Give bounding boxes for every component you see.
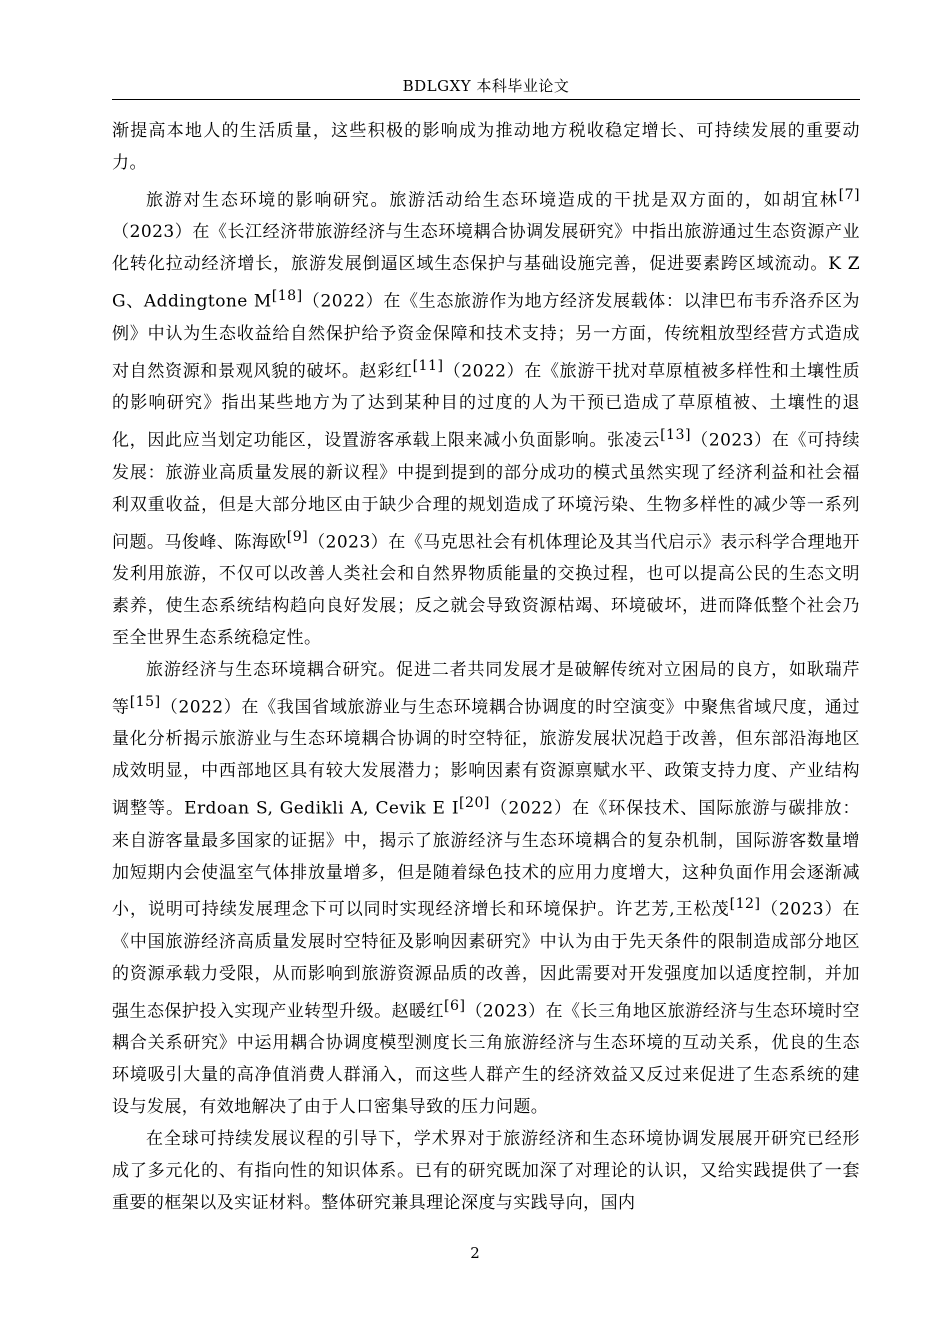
citation-marker: [9] [286, 528, 309, 545]
paragraph-text: 旅游经济与生态环境耦合研究。促进二者共同发展才是破解传统对立困局的良方，如耿瑞芹等 [112, 659, 860, 718]
citation-marker: [13] [660, 427, 691, 444]
paragraph [112, 655, 860, 1124]
paragraph [112, 116, 860, 180]
paragraph-text: （2023）在《可持续发展：旅游业高质量发展的新议程》中提到提到的部分成功的模式虽然实现了经济利益和社会福利双重收益，但是大部分地区由于缺少合理的规划造成了环境污染、生物多样性的减少等一系列问题。马俊峰、陈海欧 [112, 430, 860, 553]
page-number: 2 [470, 1244, 480, 1262]
citation-marker: [7] [838, 186, 860, 203]
header-rule [112, 99, 860, 100]
paragraph-text: 旅游对生态环境的影响研究。旅游活动给生态环境造成的干扰是双方面的，如胡宜林 [146, 190, 839, 211]
paragraph-text: （2022）在《我国省域旅游业与生态环境耦合协调度的时空演变》中聚焦省域尺度，通过量化分析揭示旅游业与生态环境耦合协调的时空特征，旅游发展状况趋于改善，但东部沿海地区成效明显，中西部地区具有较大发展潜力；影响因素有资源禀赋水平、政策支持力度、产业结构调整等。Erdoan S, Gedikli A, Cevik E I [112, 697, 860, 819]
paragraph-text: （2023）在《马克思社会有机体理论及其当代启示》表示科学合理地开发利用旅游，不仅可以改善人类社会和自然界物质能量的交换过程，也可以提高公民的生态文明素养，使生态系统结构趋向良好发展；反之就会导致资源枯竭、环境破坏，进而降低整个社会乃至全世界生态系统稳定性。 [112, 532, 860, 648]
paragraph-text: （2022）在《环保技术、国际旅游与碳排放：来自游客量最多国家的证据》中，揭示了旅游经济与生态环境耦合的复杂机制，国际游客数量增加短期内会使温室气体排放量增多，但是随着绿色技术的应用力度增大，这种负面作用会逐渐减小，说明可持续发展理念下可以同时实现经济增长和环境保护。许艺芳,王松茂 [112, 798, 860, 921]
paragraph [112, 180, 860, 655]
citation-marker: [12] [729, 896, 761, 913]
paragraph-text: （2022）在《旅游干扰对草原植被多样性和土壤性质的影响研究》指出某些地方为了达到某种目的过度的人为干预已造成了草原植被、土壤性的退化，因此应当划定功能区，设置游客承载上限来减小负面影响。张凌云 [112, 361, 860, 451]
paragraph-text: 渐提高本地人的生活质量，这些积极的影响成为推动地方税收稳定增长、可持续发展的重要动力。 [112, 121, 860, 173]
paragraph [112, 1124, 860, 1220]
citation-marker: [11] [412, 357, 444, 374]
citation-marker: [15] [129, 693, 161, 710]
paragraph-text: （2023）在《长三角地区旅游经济与生态环境时空耦合关系研究》中运用耦合协调度模型测度长三角旅游经济与生态环境的互动关系，优良的生态环境吸引大量的高净值消费人群涌入，而这些人群产生的经济效益又反过来促进了生态系统的建设与发展，有效地解决了由于人口密集导致的压力问题。 [112, 1001, 860, 1118]
running-header: BDLGXY 本科毕业论文 [402, 77, 570, 95]
body-text [112, 116, 860, 1220]
paragraph-text: （2023）在《中国旅游经济高质量发展时空特征及影响因素研究》中认为由于先天条件的限制造成部分地区的资源承载力受限，从而影响到旅游资源品质的改善，因此需要对开发强度加以适度控制，并加强生态保护投入实现产业转型升级。赵暖红 [112, 900, 860, 1022]
paragraph-text: （2022）在《生态旅游作为地方经济发展载体：以津巴布韦乔洛乔区为例》中认为生态收益给自然保护给予资金保障和技术支持；另一方面，传统粗放型经营方式造成对自然资源和景观风貌的破坏。赵彩红 [112, 291, 860, 382]
citation-marker: [20] [459, 795, 490, 812]
paragraph-text: 在全球可持续发展议程的引导下，学术界对于旅游经济和生态环境协调发展展开研究已经形成了多元化的、有指向性的知识体系。已有的研究既加深了对理论的认识，又给实践提供了一套重要的框架以及实证材料。整体研究兼具理论深度与实践导向，国内 [112, 1129, 860, 1213]
citation-marker: [6] [444, 997, 466, 1014]
paragraph-text: （2023）在《长江经济带旅游经济与生态环境耦合协调发展研究》中指出旅游通过生态资源产业化转化拉动经济增长，旅游发展倒逼区域生态保护与基础设施完善，促进要素跨区域流动。K Z G、Addingtone M [112, 222, 860, 312]
citation-marker: [18] [271, 288, 303, 305]
